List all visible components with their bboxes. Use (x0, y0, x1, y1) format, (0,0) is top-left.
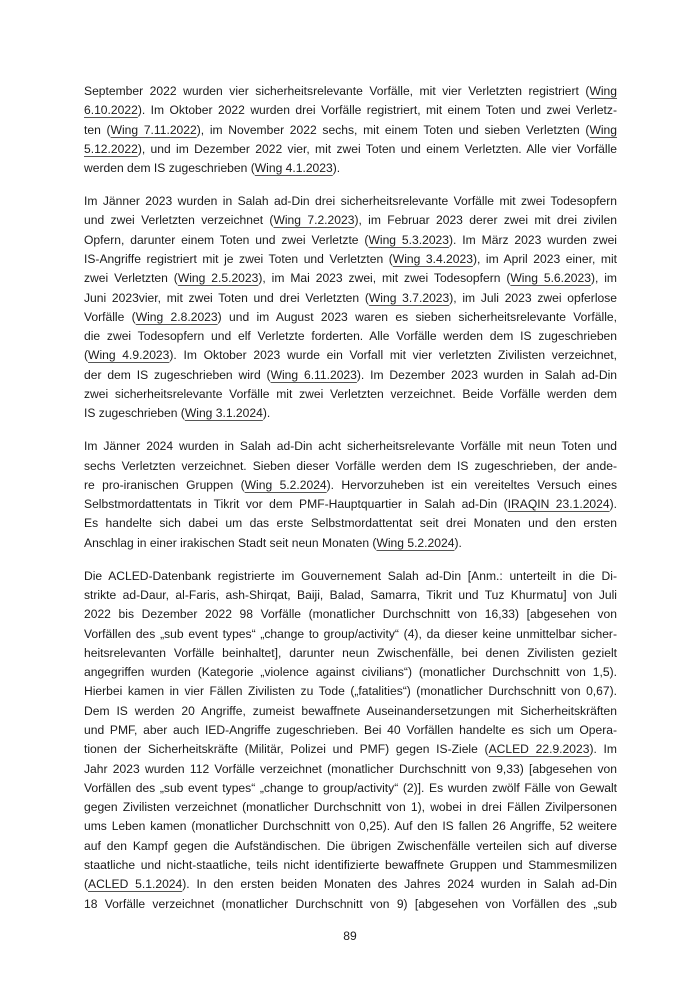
text-line (84, 101, 617, 120)
text-segment: staatliche und nicht-staatliche, teils nicht identifizierte bewaffnete Gruppen und Stammesmilizen (84, 858, 617, 873)
text-segment: angegriffen wurden (Kategorie „violence against civilians“) (monatlicher Durchschnitt von 1,5). (84, 665, 617, 680)
text-segment: IS-Angriffe registriert mit je zwei Toten und Verletzten ( (84, 251, 393, 266)
text-line (84, 385, 617, 404)
text-segment: ). Im Dezember 2023 wurden in Salah ad-Din (356, 367, 617, 382)
citation-link[interactable]: Wing 5.2.2024 (376, 535, 455, 550)
text-segment: ), im (590, 271, 617, 286)
citation-link[interactable]: Wing 2.5.2023 (177, 271, 259, 286)
text-line (84, 404, 617, 423)
text-segment: ). In den ersten beiden Monaten des Jahres 2024 wurden in Salah ad-Din (182, 877, 617, 892)
text-segment: strikte ad-Daur, al-Faris, ash-Shirqat, Baiji, Balad, Samarra, Tikrit und Tuz Khurmatu] von Juli (84, 587, 617, 602)
page-number: 89 (343, 929, 357, 943)
text-segment: ). Im Oktober 2023 wurde ein Vorfall mit vier verletzten Zivilisten verzeichnet, (169, 348, 617, 363)
text-segment: Es handelte sich dabei um das erste Selbstmordattentat seit drei Monaten und den ersten (84, 516, 617, 531)
text-line (84, 605, 617, 624)
text-segment: der dem IS zugeschrieben wird ( (84, 367, 271, 382)
text-segment: Vorfällen des „sub event types“ „change to group/activity“ (2)]. Es wurden zwölf Fälle von Gewalt (84, 780, 617, 795)
text-line (84, 211, 617, 230)
text-segment: Dem IS werden 20 Angriffe, zumeist bewaffnete Auseinandersetzungen mit Sicherheitskräften (84, 703, 617, 718)
citation-link[interactable]: Wing 3.1.2024 (184, 406, 263, 421)
citation-link[interactable]: 6.10.2022 (84, 103, 138, 118)
citation-link[interactable]: Wing 5.2.2024 (244, 477, 327, 492)
citation-link[interactable]: IRAQIN 23.1.2024 (507, 497, 610, 512)
text-segment: ). (454, 535, 462, 550)
text-segment: 18 Vorfälle verzeichnet (monatlicher Durchschnitt von 9) [abgesehen von Vorfällen des „sub (84, 896, 617, 911)
text-line (84, 856, 617, 875)
citation-link[interactable]: Wing (589, 84, 617, 98)
text-segment: ), im Mai 2023 zwei, mit zwei Todesopfern ( (258, 271, 511, 286)
citation-link[interactable]: Wing 4.1.2023 (254, 161, 333, 176)
citation-link[interactable]: Wing 4.9.2023 (88, 348, 170, 363)
text-line (84, 250, 617, 269)
text-line (84, 586, 617, 605)
text-line (84, 308, 617, 327)
text-line (84, 82, 617, 101)
text-line (84, 740, 617, 759)
text-line (84, 779, 617, 798)
text-line (84, 327, 617, 346)
text-segment: und zwei Verletzten verzeichnet ( (84, 213, 274, 228)
text-segment: tionen der Sicherheitskräfte (Militär, Polizei und PMF) gegen IS-Ziele ( (84, 742, 489, 757)
text-segment: ). Hervorzuheben ist ein vereiteltes Versuch eines (326, 477, 617, 492)
paragraph (84, 567, 617, 914)
citation-link[interactable]: Wing 5.6.2023 (510, 271, 591, 286)
text-segment: Anschlag in einer irakischen Stadt seit neun Monaten ( (84, 535, 377, 550)
text-line (84, 346, 617, 365)
text-segment: die zwei Todesopfern und elf Verletzte forderten. Alle Vorfälle werden dem IS zugeschrieben (84, 329, 617, 344)
citation-link[interactable]: Wing 7.2.2023 (273, 213, 355, 228)
text-line (84, 721, 617, 740)
text-segment: IS zugeschrieben ( (84, 406, 185, 421)
text-segment: ). (262, 406, 271, 421)
citation-link[interactable]: ACLED 22.9.2023 (488, 742, 590, 757)
citation-link[interactable]: Wing (589, 122, 617, 137)
text-segment: ( (84, 877, 89, 892)
text-line (84, 289, 617, 308)
citation-link[interactable]: 5.12.2022 (84, 141, 138, 156)
text-line (84, 837, 617, 856)
text-segment: ), im April 2023 einer, mit (472, 251, 617, 266)
text-line (84, 514, 617, 533)
text-segment: ), im November 2022 sechs, mit einem Toten und sieben Verletzten ( (196, 122, 590, 137)
citation-link[interactable]: Wing 6.11.2023 (270, 367, 357, 382)
text-segment: Im Jänner 2024 wurden in Salah ad-Din acht sicherheitsrelevante Vorfälle mit neun Toten und (84, 439, 617, 454)
text-segment: ), im Juli 2023 zwei opferlose (449, 290, 618, 305)
text-segment: 2022 bis Dezember 2022 98 Vorfälle (monatlicher Durchschnitt von 16,33) [abgesehen von (84, 607, 617, 622)
text-line (84, 231, 617, 250)
text-line (84, 140, 617, 159)
text-segment: ( (84, 348, 89, 363)
text-segment: ), im Februar 2023 derer zwei mit drei zivilen (354, 213, 617, 228)
text-segment: werden dem IS zugeschrieben ( (84, 161, 255, 176)
text-segment: Juni 2023vier, mit zwei Toten und drei Verletzten ( (84, 290, 369, 305)
text-line (84, 269, 617, 288)
document-body (84, 82, 617, 928)
text-line (84, 495, 617, 514)
text-segment: Vorfälle ( (84, 309, 136, 324)
paragraph (84, 192, 617, 424)
text-segment: ). Im März 2023 wurden zwei (449, 232, 617, 247)
text-segment: ). (609, 497, 617, 512)
text-line (84, 567, 617, 586)
text-line (84, 121, 617, 140)
text-line (84, 895, 617, 914)
citation-link[interactable]: Wing 3.4.2023 (392, 251, 473, 266)
text-segment: Im Jänner 2023 wurden in Salah ad-Din drei sicherheitsrelevante Vorfälle mit zwei Todesopfern (84, 194, 617, 209)
text-segment: Die ACLED-Datenbank registrierte im Gouvernement Salah ad-Din [Anm.: unterteilt in die Di- (84, 568, 617, 583)
text-line (84, 476, 617, 495)
text-segment: auf den Kampf gegen die Aufständischen. Die übrigen Zwischenfälle verteilen sich auf diverse (84, 838, 617, 853)
text-line (84, 798, 617, 817)
text-segment: zwei sicherheitsrelevante Vorfälle mit zwei Verletzten verzeichnet. Beide Vorfälle werden dem (84, 387, 617, 402)
text-line (84, 625, 617, 644)
text-line (84, 644, 617, 663)
text-line (84, 663, 617, 682)
text-segment: Opfern, darunter einem Toten und zwei Verletzte ( (84, 232, 369, 247)
citation-link[interactable]: ACLED 5.1.2024 (88, 877, 183, 892)
text-segment: heitsrelevanten Vorfälle beinhaltet], darunter neun Zwischenfälle, bei denen Zivilisten gezielt (84, 645, 617, 660)
text-segment: Selbstmordattentats in Tikrit vor dem PMF-Hauptquartier in Salah ad-Din ( (84, 497, 508, 512)
text-segment: sechs Verletzten verzeichnet. Sieben dieser Vorfälle werden dem IS zugeschrieben, der ande- (84, 458, 617, 473)
text-segment: Jahr 2023 wurden 112 Vorfälle verzeichnet (monatlicher Durchschnitt von 9,33) [abgesehen von (84, 761, 617, 776)
text-line (84, 682, 617, 701)
text-segment: re pro-iranischen Gruppen ( (84, 477, 245, 492)
text-line (84, 702, 617, 721)
text-line (84, 875, 617, 894)
text-segment: gegen Zivilisten verzeichnet (monatlicher Durchschnitt von 1), wobei in drei Fällen Zivilpersonen (84, 800, 617, 815)
paragraph (84, 437, 617, 553)
citation-link[interactable]: Wing 2.8.2023 (135, 309, 218, 324)
text-segment: ). Im (589, 742, 617, 757)
text-segment: und PMF, aber auch IED-Angriffe zugeschrieben. Bei 40 Vorfällen handelte es sich um Opera- (84, 722, 617, 737)
text-line (84, 457, 617, 476)
text-segment: ums Leben kamen (monatlicher Durchschnitt von 0,25). Auf den IS fallen 26 Angriffe, 52 weitere (84, 819, 617, 834)
text-line (84, 817, 617, 836)
text-line (84, 760, 617, 779)
citation-link[interactable]: Wing 5.3.2023 (368, 232, 450, 247)
paragraph (84, 82, 617, 178)
text-line (84, 534, 617, 553)
text-segment: Hierbei kamen in vier Fällen Zivilisten zu Tode („fatalities“) (monatlicher Durchschnitt von 0,67). (84, 684, 617, 699)
text-line (84, 192, 617, 211)
text-segment: Vorfällen des „sub event types“ „change to group/activity“ (4), da dieser keine unmittelbar sicher- (84, 626, 617, 641)
text-segment: zwei Verletzten ( (84, 271, 178, 286)
text-line (84, 437, 617, 456)
text-segment: ). Im Oktober 2022 wurden drei Vorfälle registriert, mit einem Toten und zwei Verletz- (137, 103, 617, 118)
text-line (84, 366, 617, 385)
text-segment: ), und im Dezember 2022 vier, mit zwei Toten und einem Verletzten. Alle vier Vorfälle (137, 141, 617, 156)
citation-link[interactable]: Wing 7.11.2022 (110, 122, 197, 137)
text-segment: ten ( (84, 122, 111, 137)
text-segment: September 2022 wurden vier sicherheitsrelevante Vorfälle, mit vier Verletzten registriert ( (84, 84, 590, 98)
text-line (84, 159, 617, 178)
text-segment: ). (332, 161, 341, 176)
text-segment: ) und im August 2023 waren es sieben sicherheitsrelevante Vorfälle, (217, 309, 617, 324)
citation-link[interactable]: Wing 3.7.2023 (368, 290, 450, 305)
